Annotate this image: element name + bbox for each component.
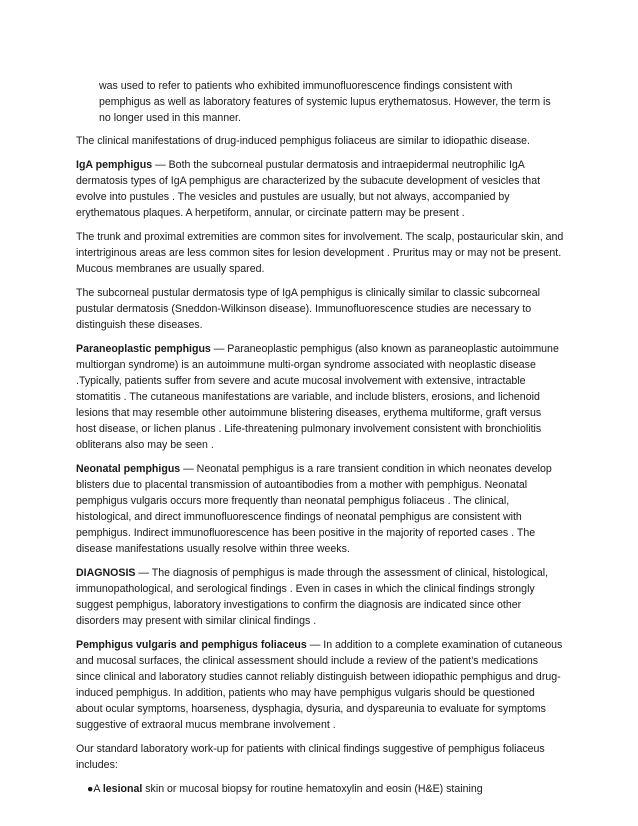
bullet-icon: ● bbox=[87, 783, 94, 795]
paragraph-lupus-note bbox=[76, 78, 564, 126]
section-heading: DIAGNOSIS bbox=[76, 567, 136, 579]
paragraph-text: The clinical manifestations of drug-induced pemphigus foliaceus are similar to idiopathic disease. bbox=[76, 135, 531, 147]
paragraph-text: — In addition to a complete examination of cutaneous and mucosal surfaces, the clinical assessment should include a review of the patient’s medications since clinical and laboratory studies cannot reliably distinguish between idiopathic pemphigus and drug-induced pemphigus. In addition, patients who may have pemphigus vulgaris should be questioned about ocular symptoms, hoarseness, dysphagia, dysuria, and dyspareunia to evaluate for symptoms suggestive of extraoral mucus membrane involvement . bbox=[76, 639, 563, 731]
paragraph-text: The trunk and proximal extremities are common sites for involvement. The scalp, postauricular skin, and intertriginous areas are less common sites for lesion development . Pruritus may or may not be present. Mucous membranes are usually spared. bbox=[76, 231, 564, 275]
paragraph-subcorneal bbox=[76, 285, 564, 333]
paragraph-text: Our standard laboratory work-up for patients with clinical findings suggestive of pemphigus foliaceus includes: bbox=[76, 743, 545, 771]
section-heading: Pemphigus vulgaris and pemphigus foliaceus bbox=[76, 639, 307, 651]
section-heading: Neonatal pemphigus bbox=[76, 463, 181, 475]
paragraph-vulgaris-foliaceus bbox=[76, 637, 564, 733]
paragraph-text: The subcorneal pustular dermatosis type of IgA pemphigus is clinically similar to classic subcorneal pustular dermatosis (Sneddon-Wilkinson disease). Immunofluorescence studies are necessary to distinguish these diseases. bbox=[76, 287, 540, 331]
section-heading: Paraneoplastic pemphigus bbox=[76, 343, 211, 355]
paragraph-text: — Neonatal pemphigus is a rare transient condition in which neonates develop blisters due to placental transmission of autoantibodies from a mother with pemphigus. Neonatal pemphigus vulgaris occurs more frequently than neonatal pemphigus foliaceus . The clinical, histological, and direct immunofluorescence findings of neonatal pemphigus are consistent with pemphigus. Indirect immunofluorescence has been positive in the majority of reported cases . The disease manifestations usually resolve within three weeks. bbox=[76, 463, 552, 555]
paragraph-text: — The diagnosis of pemphigus is made through the assessment of clinical, histological, immunopathological, and serological findings . Even in cases in which the clinical findings strongly suggest pemphigus, laboratory investigations to confirm the diagnosis are indicated since other disorders may present with similar clinical findings . bbox=[76, 567, 549, 627]
paragraph-text: — Paraneoplastic pemphigus (also known as paraneoplastic autoimmune multiorgan syndrome) is an autoimmune multi-organ syndrome associated with neoplastic disease .Typically, patients suffer from severe and acute mucosal involvement with extensive, intractable stomatitis . The cutaneous manifestations are variable, and include blisters, erosions, and lichenoid lesions that may resemble other autoimmune blistering diseases, erythema multiforme, graft versus host disease, or lichen planus . Life-threatening pulmonary involvement consistent with bronchiolitis obliterans also may be seen . bbox=[76, 343, 559, 451]
paragraph-diagnosis bbox=[76, 565, 564, 629]
paragraph-paraneoplastic bbox=[76, 341, 564, 453]
paragraph-workup bbox=[76, 741, 564, 773]
list-item-prefix: A bbox=[93, 783, 103, 795]
paragraph-iga-pemphigus bbox=[76, 157, 564, 221]
paragraph-text: was used to refer to patients who exhibited immunofluorescence findings consistent with pemphigus as well as laboratory features of systemic lupus erythematosus. However, the term is no longer used in this manner. bbox=[99, 80, 551, 124]
paragraph-text: — Both the subcorneal pustular dermatosis and intraepidermal neutrophilic IgA dermatosis types of IgA pemphigus are characterized by the subacute development of vesicles that evolve into pustules . The vesicles and pustules are usually, but not always, accompanied by erythematous plaques. A herpetiform, annular, or circinate pattern may be present . bbox=[76, 159, 541, 219]
paragraph-neonatal bbox=[76, 461, 564, 557]
list-item-text: skin or mucosal biopsy for routine hematoxylin and eosin (H&E) staining bbox=[142, 783, 483, 795]
list-item-bold: lesional bbox=[102, 783, 143, 795]
paragraph-drug-induced bbox=[76, 133, 564, 149]
paragraph-trunk bbox=[76, 229, 564, 277]
section-heading: IgA pemphigus bbox=[76, 159, 153, 171]
document-page bbox=[76, 78, 564, 805]
list-item bbox=[76, 781, 564, 797]
